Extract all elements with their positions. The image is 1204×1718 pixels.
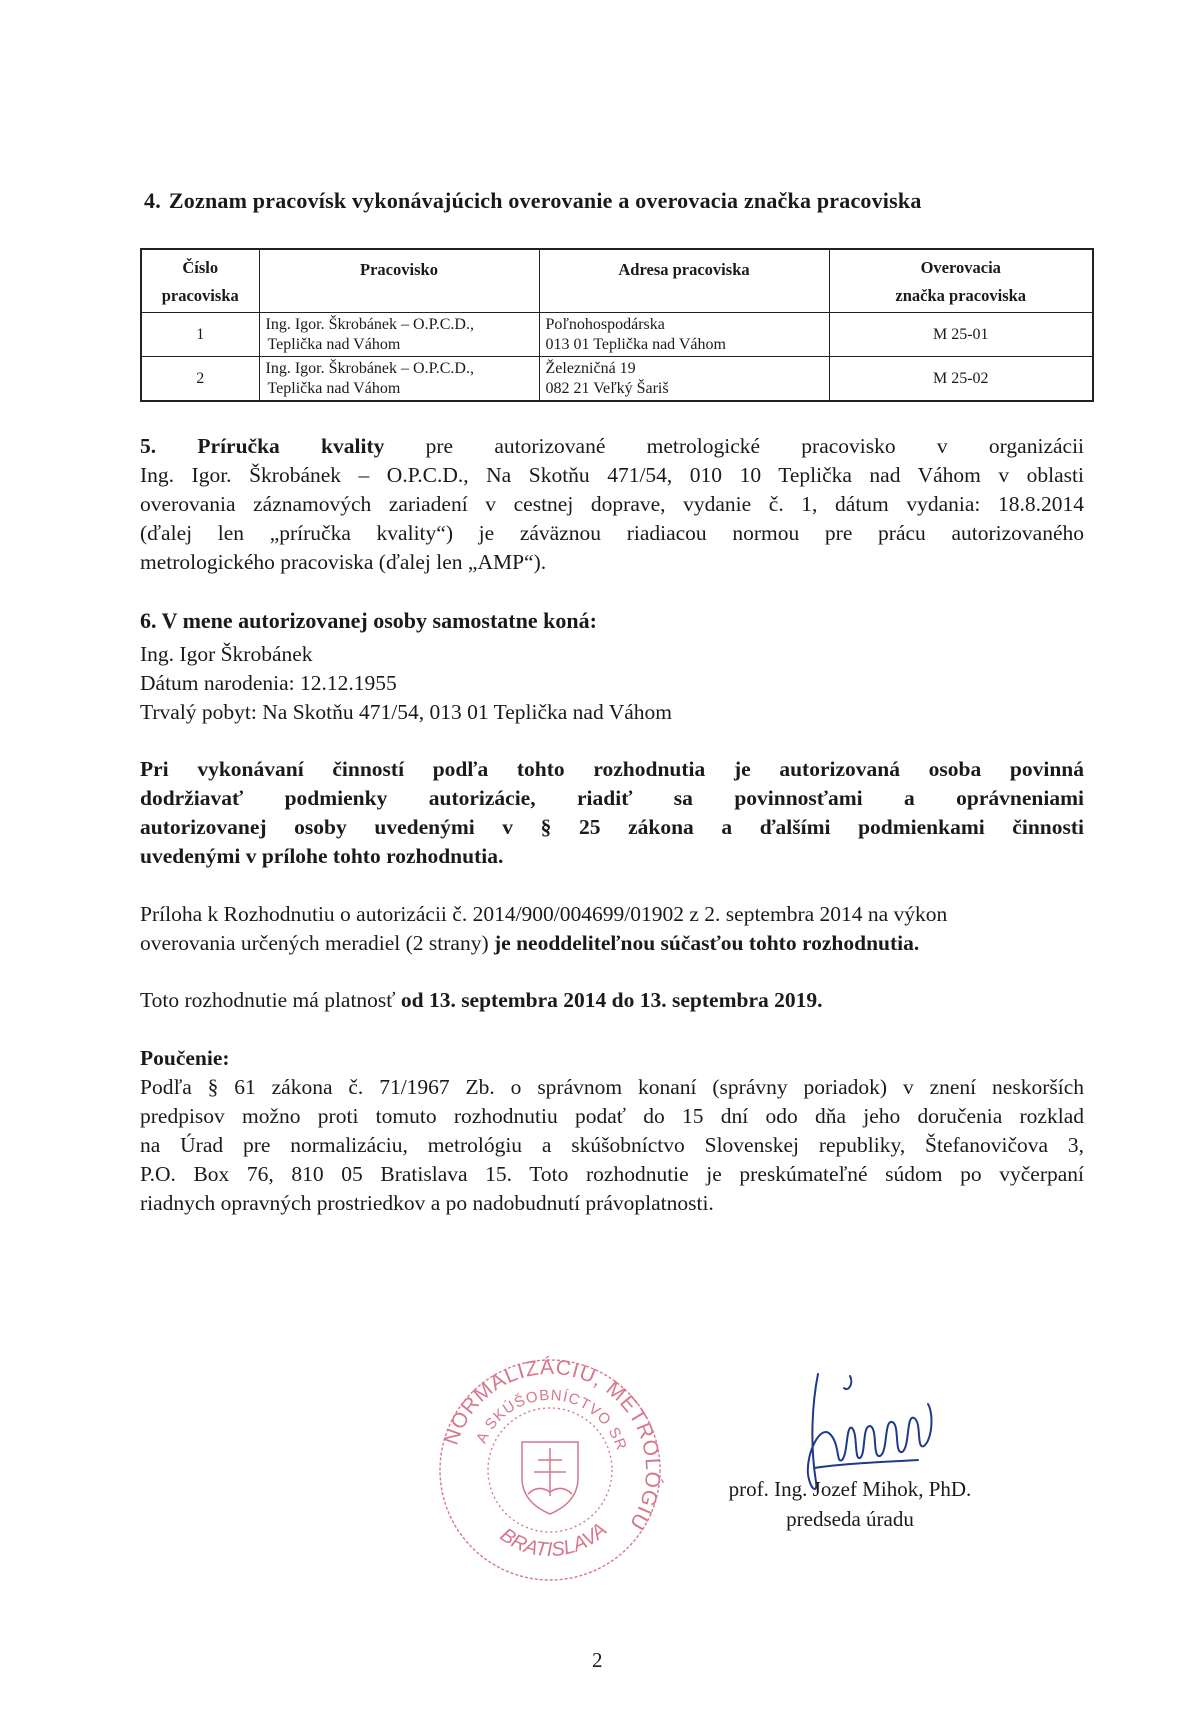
seal-text-top: NORMALIZÁCIU, METROLÓGIU [439,1356,664,1535]
section-5-line2: Ing. Igor. Škrobánek – O.P.C.D., Na Skotňu 471/54, 010 10 Teplička nad Váhom v oblasti [140,463,1084,487]
instruction-line4: P.O. Box 76, 810 05 Bratislava 15. Toto rozhodnutie je preskúmateľné súdom po vyčerpaní [140,1162,1084,1186]
seal-text-inner: A SKÚŠOBNÍCTVO SR [473,1386,631,1453]
representative-birth: Dátum narodenia: 12.12.1955 [140,671,397,695]
row-number: 1 [141,313,259,357]
signer-block [700,1474,1000,1534]
row-mark: M 25-02 [829,357,1093,402]
attachment-line2-normal: overovania určených meradiel (2 strany) [140,931,494,955]
header-mark [829,249,1093,313]
row-mark: M 25-01 [829,313,1093,357]
section-5-line1-rest: pre autorizované metrologické pracovisko v organizácii [425,434,1085,458]
workplaces-table [140,248,1094,402]
workplace-line1: Ing. Igor. Škrobánek – O.P.C.D., [265,359,474,377]
section-5-paragraph [140,432,1084,577]
header-mark-line1: Overovacia [920,258,1001,277]
signer-title: predseda úradu [786,1507,914,1531]
section-5-number: 5. [140,434,157,458]
instruction-line5: riadnych opravných prostriedkov a po nadobudnutí právoplatnosti. [140,1191,714,1215]
attachment-line1: Príloha k Rozhodnutiu o autorizácii č. 2014/900/004699/01902 z 2. septembra 2014 na výkon [140,902,948,926]
instruction-line2: predpisov možno proti tomuto rozhodnutiu podať do 15 dní odo dňa jeho doručenia rozklad [140,1104,1084,1128]
section-5-line4: (ďalej len „príručka kvality“) je záväznou riadiacou normou pre prácu autorizovaného [140,521,1084,545]
address-line2: 013 01 Teplička nad Váhom [545,335,726,353]
instruction-heading: Poučenie: [140,1046,230,1070]
table-header-row [141,249,1093,313]
obligation-line3: autorizovanej osoby uvedenými v § 25 zákona a ďalšími podmienkami činnosti [140,815,1084,839]
address-line2: 082 21 Veľký Šariš [545,379,669,397]
header-number [141,249,259,313]
page-number: 2 [592,1648,603,1672]
row-number: 2 [141,357,259,402]
coat-of-arms-icon [522,1442,578,1514]
workplace-line2: Teplička nad Váhom [267,335,401,353]
header-workplace: Pracovisko [259,249,539,313]
header-number-line1: Číslo [182,258,219,277]
validity-paragraph [140,986,1084,1015]
table-row [141,313,1093,357]
section-6-heading: 6. V mene autorizovanej osoby samostatne koná: [140,608,597,633]
row-address [539,313,829,357]
signer-name: prof. Ing. Jozef Mihok, PhD. [728,1477,972,1501]
section-5-line5: metrologického pracoviska (ďalej len „AMP“). [140,550,547,574]
row-workplace [259,357,539,402]
header-address: Adresa pracoviska [539,249,829,313]
section-4-number: 4. [144,188,161,213]
instruction-line3: na Úrad pre normalizáciu, metrológiu a skúšobníctvo Slovenskej republiky, Štefanovičova 3, [140,1133,1084,1157]
section-4-title: Zoznam pracovísk vykonávajúcich overovanie a overovacia značka pracoviska [168,188,922,213]
instruction-line1: Podľa § 61 zákona č. 71/1967 Zb. o správnom konaní (správny poriadok) v znení neskorších [140,1075,1084,1099]
official-seal [436,1356,664,1584]
header-mark-line2: značka pracoviska [895,286,1027,305]
validity-dates: od 13. septembra 2014 do 13. septembra 2019. [400,988,823,1012]
header-number-line2: pracoviska [161,286,239,305]
workplace-line2: Teplička nad Váhom [267,379,401,397]
section-4-heading [144,188,922,214]
section-5-lead: Príručka kvality [197,434,385,458]
obligation-paragraph [140,755,1084,871]
obligation-line2: dodržiavať podmienky autorizácie, riadiť sa povinnosťami a oprávneniami [140,786,1084,810]
row-workplace [259,313,539,357]
address-line1: Poľnohospodárska [545,315,665,333]
seal-text-bottom: BRATISLAVA [496,1518,612,1562]
section-6-details [140,640,1084,727]
validity-normal: Toto rozhodnutie má platnosť [140,988,401,1012]
representative-name: Ing. Igor Škrobánek [140,642,313,666]
section-5-line3: overovania záznamových zariadení v cestnej doprave, vydanie č. 1, dátum vydania: 18.8.2014 [140,492,1084,516]
obligation-line1: Pri vykonávaní činností podľa tohto rozhodnutia je autorizovaná osoba povinná [140,757,1084,781]
attachment-paragraph [140,900,1084,958]
address-line1: Železničná 19 [545,359,636,377]
instruction-paragraph [140,1044,1084,1218]
table-row [141,357,1093,402]
workplace-line1: Ing. Igor. Škrobánek – O.P.C.D., [265,315,474,333]
attachment-line2-bold: je neoddeliteľnou súčasťou tohto rozhodnutia. [494,931,920,955]
section-5-line1 [140,432,1084,461]
row-address [539,357,829,402]
representative-residence: Trvalý pobyt: Na Skotňu 471/54, 013 01 Teplička nad Váhom [140,700,672,724]
obligation-line4: uvedenými v prílohe tohto rozhodnutia. [140,844,504,868]
attachment-line2 [140,929,1084,958]
